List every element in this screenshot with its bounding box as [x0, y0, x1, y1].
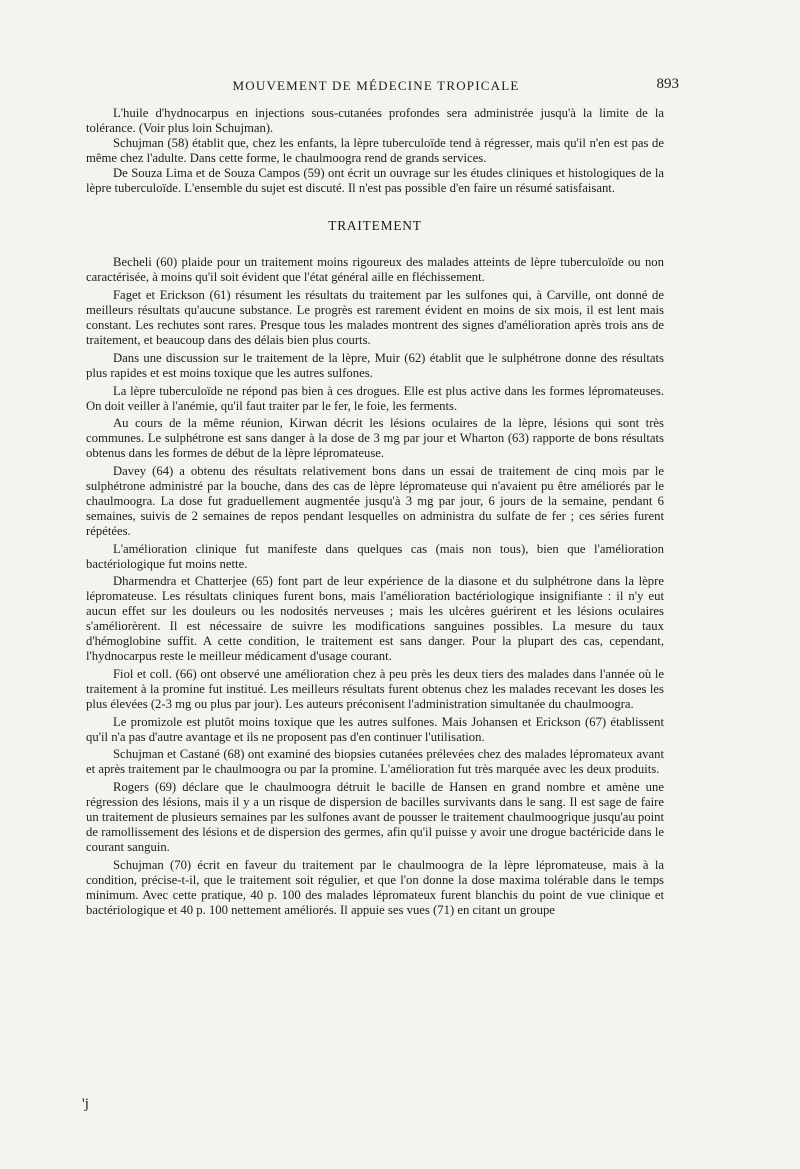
paragraph: Schujman (58) établit que, chez les enfants, la lèpre tuberculoïde tend à régresser, mais qu'il n'en est pas de même chez l'adulte. Dans cette forme, le chaulmoogra rend de grands services. [86, 135, 664, 165]
paragraph: Becheli (60) plaide pour un traitement moins rigoureux des malades atteints de lèpre tuberculoïde ou non caractérisée, à moins qu'il soit évident que l'état général aille en fléchissement. [86, 255, 664, 285]
body-text [86, 106, 664, 917]
section-heading: TRAITEMENT [328, 218, 422, 234]
paragraph: Dans une discussion sur le traitement de la lèpre, Muir (62) établit que le sulphétrone donne des résultats plus rapides et est moins toxique que les autres sulfones. [86, 350, 664, 380]
intro-block [86, 106, 664, 195]
paragraph: Schujman et Castané (68) ont examiné des biopsies cutanées prélevées chez des malades lépromateux avant et après traitement par le chaulmoogra ou par la promine. L'amélioration fut très marquée avec les deux produits. [86, 747, 664, 777]
paragraph: Davey (64) a obtenu des résultats relativement bons dans un essai de traitement de cinq mois par le sulphétrone administré par la bouche, dans des cas de lèpre lépromateuse qui n'avaient pu être améliorés par le chaulmoogra. La dose fut graduellement augmentée jusqu'à 3 mg par jour, 6 jours de la semaine, pendant 6 semaines, suivis de 2 semaines de repos pendant lesquelles on administra du sulfate de fer ; ces séries furent répétées. [86, 464, 664, 538]
paragraph: Schujman (70) écrit en faveur du traitement par le chaulmoogra de la lèpre lépromateuse, mais à la condition, précise-t-il, que le traitement soit régulier, et que l'on donne la dose maxima tolérable dans le temps minimum. Avec cette pratique, 40 p. 100 des malades lépromateux furent blanchis du point de vue clinique et bactériologique et 40 p. 100 nettement améliorés. Il appuie ses vues (71) en citant un groupe [86, 857, 664, 917]
paragraph: Dharmendra et Chatterjee (65) font part de leur expérience de la diasone et du sulphétrone dans la lèpre lépromateuse. Les résultats cliniques furent bons, mais l'amélioration bactériologique insignifiante : il n'y eut aucun effet sur les douleurs ou les nodosités nerveuses ; mais les ulcères guérirent et les lésions oculaires s'améliorèrent. Il est nécessaire de suivre les modifications sanguines possibles. La mesure du taux d'hémoglobine suffit. A cette condition, le traitement est sans danger. Pour la plupart des cas, cependant, l'hydnocarpus reste le meilleur médicament d'usage courant. [86, 574, 664, 663]
page-number: 893 [656, 76, 679, 92]
paragraph: Faget et Erickson (61) résument les résultats du traitement par les sulfones qui, à Carville, ont donné de meilleurs résultats qu'aucune substance. Le progrès est rarement évident en moins de six mois, il est lent mais constant. Les rechutes sont rares. Presque tous les malades montrent des signes d'amélioration après trois ans de traitement, et beaucoup dans des délais bien plus courts. [86, 288, 664, 347]
paragraph: L'amélioration clinique fut manifeste dans quelques cas (mais non tous), bien que l'amélioration bactériologique fut moins nette. [86, 541, 664, 571]
paragraph: L'huile d'hydnocarpus en injections sous-cutanées profondes sera administrée jusqu'à la limite de la tolérance. (Voir plus loin Schujman). [86, 106, 664, 135]
paragraph: Le promizole est plutôt moins toxique que les autres sulfones. Mais Johansen et Erickson (67) établissent qu'il n'a pas d'autre avantage et ils ne proposent pas d'en continuer l'utilisation. [86, 714, 664, 744]
paragraph: La lèpre tuberculoïde ne répond pas bien à ces drogues. Elle est plus active dans les formes lépromateuses. On doit veiller à l'anémie, qu'il faut traiter par le fer, le foie, les ferments. [86, 383, 664, 413]
paragraph: Au cours de la même réunion, Kirwan décrit les lésions oculaires de la lèpre, lésions qui sont très communes. Le sulphétrone est sans danger à la dose de 3 mg par jour et Wharton (63) rapporte de bons résultats obtenus dans les formes de début de la lèpre lépromateuse. [86, 416, 664, 461]
running-title: MOUVEMENT DE MÉDECINE TROPICALE [232, 78, 520, 93]
paragraph: Fiol et coll. (66) ont observé une amélioration chez à peu près les deux tiers des malades dans l'année où le traitement à la promine fut institué. Les meilleurs résultats furent obtenus chez les malades recevant les doses les plus élevées (2-3 mg ou plus par jour). Les auteurs préconisent l'administration simultanée du chaulmoogra. [86, 666, 664, 711]
paragraph: De Souza Lima et de Souza Campos (59) ont écrit un ouvrage sur les études cliniques et histologiques de la lèpre tuberculoïde. L'ensemble du sujet est discuté. Il n'est pas possible d'en faire un résumé satisfaisant. [86, 165, 664, 195]
margin-mark: 'j [82, 1096, 89, 1112]
paragraph: Rogers (69) déclare que le chaulmoogra détruit le bacille de Hansen en grand nombre et amène une régression des lésions, mais il y a un risque de dispersion de bacilles survivants dans le sang. Il est sage de faire un traitement de plusieurs semaines par les sulfones avant de pousser le traitement chaulmoogrique jusqu'au point de ramollissement des lésions et de dispersion des germes, afin qu'il puisse y avoir une drogue bactéricide dans le courant sanguin. [86, 780, 664, 854]
